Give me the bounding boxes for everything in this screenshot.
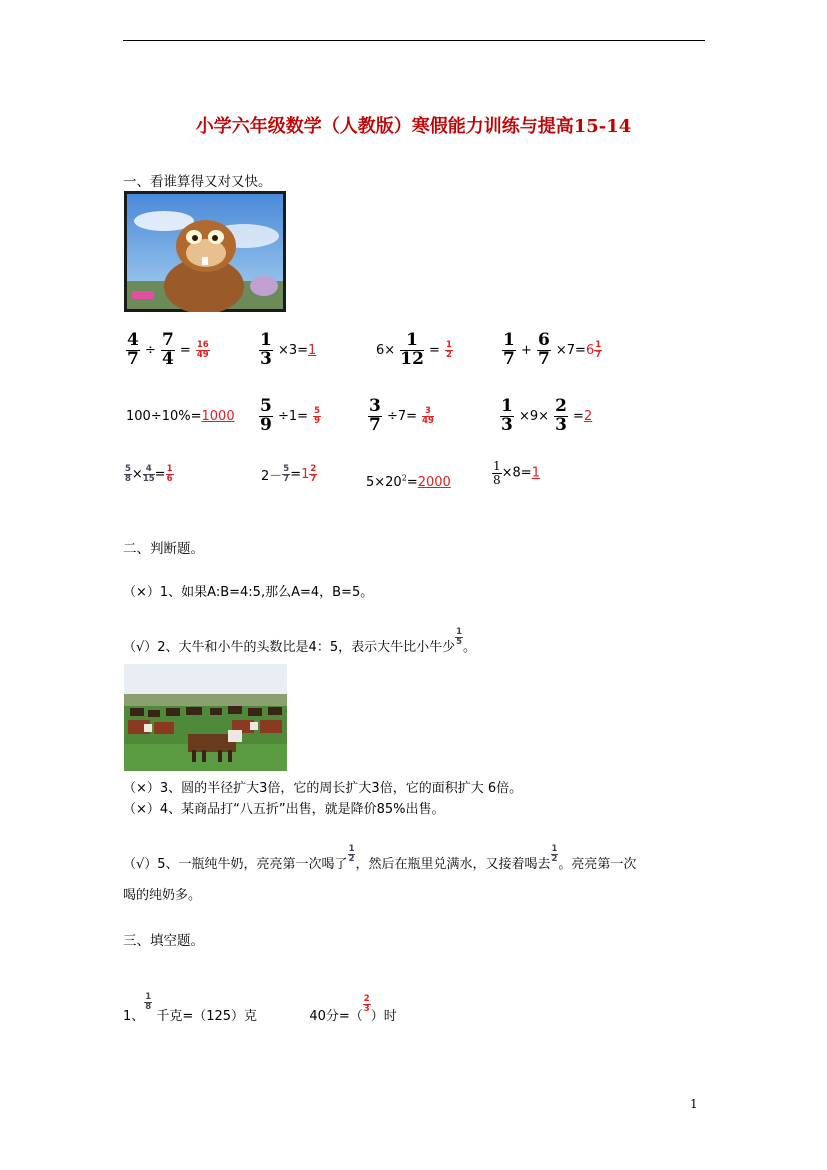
judge-q3: （×）3、圆的半径扩大3倍，它的周长扩大3倍，它的面积扩大 6倍。	[123, 781, 523, 796]
problem-3-2: 2－ $\frac{5}{7}$ =1 $\frac{2}{7}$	[261, 464, 317, 484]
fill-q1: 1、 $\frac{1}{8}$ 千克=（125）克 40分=（ $\frac{2}{3}$ ）时	[123, 992, 397, 1024]
page-number: 1	[690, 1097, 698, 1111]
cartoon-beaver-image	[124, 191, 286, 312]
problem-2-4: $\frac{1}{3}$ ×9× $\frac{2}{3}$ =2	[501, 396, 593, 435]
answer: $\frac{1}{6}$	[166, 464, 173, 484]
section-1-heading: 一、看谁算得又对又快。	[123, 174, 272, 190]
answer: 2	[583, 408, 593, 424]
problem-1-2: $\frac{1}{3}$ ×3=1	[260, 330, 317, 369]
problem-1-4: $\frac{1}{7}$ + $\frac{6}{7}$ ×7=6 $\frac{1}{7}$	[503, 330, 602, 369]
fraction: $\frac{4}{7}$	[127, 330, 139, 369]
answer: $\frac{3}{49}$	[422, 405, 434, 426]
answer: 1000	[201, 409, 235, 424]
answer: $\frac{16}{49}$	[196, 339, 209, 360]
answer: $\frac{1}{2}$	[446, 339, 452, 360]
problem-1-1: $\frac{4}{7}$ ÷ $\frac{7}{4}$ = $\frac{16}{49}$	[127, 330, 209, 369]
answer: 1	[308, 342, 317, 358]
answer: $\frac{5}{9}$	[314, 405, 321, 426]
answer: 6	[585, 342, 595, 358]
section-2-heading: 二、判断题。	[123, 541, 204, 557]
answer: $\frac{2}{3}$	[363, 994, 370, 1014]
problem-3-3: $5\times 20^2=2000$	[366, 473, 451, 490]
judge-q5: （√）5、一瓶纯牛奶，亮亮第一次喝了 $\frac{1}{2}$ ，然后在瓶里兑满水，又接着喝去 $\frac{1}{2}$ 。亮亮第一次	[123, 844, 637, 872]
judge-q4: （×）4、某商品打“八五折”出售，就是降价85%出售。	[123, 802, 445, 817]
judge-q5-line2: 喝的纯奶多。	[123, 888, 202, 903]
answer: 2000	[417, 475, 451, 490]
page-title: 小学六年级数学（人教版）寒假能力训练与提高15-14	[195, 116, 632, 137]
problem-2-1: 100÷10%=1000	[126, 409, 235, 424]
answer: 1	[531, 465, 540, 481]
cattle-photo	[124, 664, 287, 771]
judge-q2: （√）2、大牛和小牛的头数比是4：5，表示大牛比小牛少 $\frac{1}{5}$ 。	[123, 627, 477, 655]
problem-3-1: $\frac{5}{8}$ × $\frac{4}{15}$ = $\frac{1}{6}$	[125, 464, 173, 484]
problem-2-2: $\frac{5}{9}$ ÷1= $\frac{5}{9}$	[260, 396, 321, 435]
problem-1-3: 6× $\frac{1}{12}$ = $\frac{1}{2}$	[376, 330, 452, 369]
section-3-heading: 三、填空题。	[123, 933, 204, 949]
problem-3-4: $\frac{1}{8}$ ×8=1	[493, 459, 540, 487]
header-rule	[123, 40, 705, 41]
answer: 1	[301, 467, 310, 482]
problem-2-3: $\frac{3}{7}$ ÷7= $\frac{3}{49}$	[369, 396, 434, 435]
judge-q1: （×）1、如果A:B=4:5,那么A=4，B=5。	[123, 585, 374, 600]
